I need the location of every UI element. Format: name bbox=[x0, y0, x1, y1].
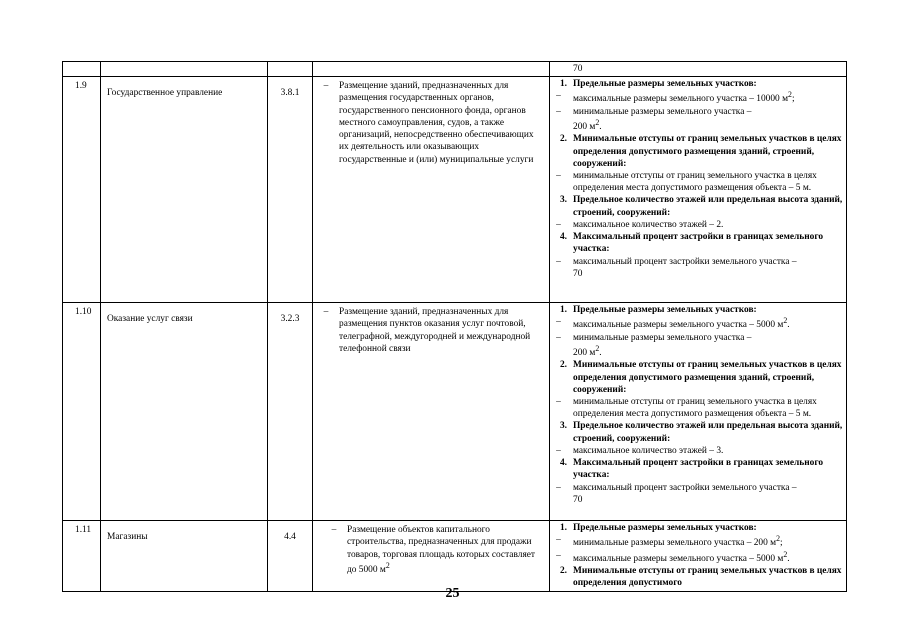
use-description bbox=[313, 77, 550, 303]
use-type-name: Оказание услуг связи bbox=[101, 303, 268, 521]
param-bullet: – максимальные размеры земельного участка – 5000 $м^2$. bbox=[556, 549, 790, 564]
description-item bbox=[313, 306, 541, 355]
parameters-cell bbox=[550, 77, 847, 303]
cell-empty bbox=[313, 62, 550, 77]
param-heading: 2. Минимальные отступы от границ земельных участков в целях определения допустимого размещения зданий, строений, сооружений: bbox=[559, 134, 842, 169]
use-type-name: Государственное управление bbox=[101, 77, 268, 303]
description-item bbox=[313, 524, 541, 576]
param-heading: 1. Предельные размеры земельных участков: bbox=[559, 305, 757, 316]
page-number: 25 bbox=[445, 586, 460, 601]
table-row bbox=[63, 521, 847, 591]
param-bullet: – максимальные размеры земельного участка – 10000 $м^2$; bbox=[556, 90, 795, 105]
cell-empty bbox=[268, 62, 313, 77]
dash-marker: – bbox=[323, 81, 329, 92]
use-code: 3.8.1 bbox=[268, 77, 313, 303]
regulations-table bbox=[62, 61, 847, 592]
param-continuation: 70 bbox=[573, 494, 583, 505]
param-bullet: – максимальное количество этажей – 3. bbox=[556, 445, 724, 456]
param-heading: 3. Предельное количество этажей или предельная высота зданий, строений, сооружений: bbox=[559, 421, 843, 444]
param-heading: 4. Максимальный процент застройки в границах земельного участка: bbox=[559, 458, 824, 481]
use-code: 3.2.3 bbox=[268, 303, 313, 521]
param-heading: 4. Максимальный процент застройки в границах земельного участка: bbox=[559, 232, 824, 255]
row-number: 1.11 bbox=[63, 521, 101, 591]
dash-marker: – bbox=[323, 307, 329, 318]
cell-empty bbox=[63, 62, 101, 77]
param-continuation: 200 $м^2$. bbox=[573, 344, 602, 359]
use-code: 4.4 bbox=[268, 521, 313, 591]
dash-marker: – bbox=[331, 525, 337, 536]
table-row-continuation bbox=[63, 62, 847, 77]
param-continuation: 200 $м^2$. bbox=[573, 118, 602, 133]
description-item bbox=[313, 80, 541, 166]
param-bullet: – минимальные размеры земельного участка – bbox=[556, 106, 752, 117]
param-heading: 3. Предельное количество этажей или предельная высота зданий, строений, сооружений: bbox=[559, 195, 843, 218]
parameters-cell bbox=[550, 303, 847, 521]
param-bullet: – минимальные размеры земельного участка – bbox=[556, 332, 752, 343]
cell-continued-value: 70 bbox=[550, 62, 847, 77]
table-row bbox=[63, 303, 847, 521]
param-heading: 2. Минимальные отступы от границ земельных участков в целях определения допустимого размещения зданий, строений, сооружений: bbox=[559, 360, 842, 395]
cell-empty bbox=[101, 62, 268, 77]
param-bullet: – минимальные отступы от границ земельного участка в целях определения места допустимого размещения объекта – 5 м. bbox=[556, 397, 817, 420]
description-text: Размещение зданий, предназначенных для размещения государственных органов, государственного пенсионного фонда, органов местного самоуправления, судов, а также организаций, непосредственно обеспечивающих их деятельность или оказывающих государственные и (или) муниципальные услуги bbox=[339, 81, 534, 165]
param-bullet: – максимальные размеры земельного участка – 5000 $м^2$. bbox=[556, 316, 790, 331]
use-description bbox=[313, 521, 550, 591]
table-row bbox=[63, 77, 847, 303]
param-heading: 2. Минимальные отступы от границ земельных участков в целях определения допустимого bbox=[559, 566, 842, 589]
param-bullet: – максимальное количество этажей – 2. bbox=[556, 219, 724, 230]
param-bullet: – максимальный процент застройки земельного участка – bbox=[556, 256, 797, 267]
param-bullet: – максимальный процент застройки земельного участка – bbox=[556, 482, 797, 493]
description-text: Размещение объектов капитального строительства, предназначенных для продажи товаров, торговая площадь которых составляет до 5000 $м^2$ bbox=[347, 525, 536, 575]
param-heading: 1. Предельные размеры земельных участков: bbox=[559, 523, 757, 534]
param-continuation: 70 bbox=[573, 268, 583, 279]
description-text: Размещение зданий, предназначенных для размещения пунктов оказания услуг почтовой, телеграфной, междугородней и международной телефонной связи bbox=[339, 307, 531, 354]
use-type-name: Магазины bbox=[101, 521, 268, 591]
row-number: 1.9 bbox=[63, 77, 101, 303]
use-description bbox=[313, 303, 550, 521]
param-bullet: – минимальные отступы от границ земельного участка в целях определения места допустимого размещения объекта – 5 м. bbox=[556, 171, 817, 194]
row-number: 1.10 bbox=[63, 303, 101, 521]
param-heading: 1. Предельные размеры земельных участков: bbox=[559, 79, 757, 90]
param-bullet: – минимальные размеры земельного участка – 200 $м^2$; bbox=[556, 534, 783, 549]
parameters-cell bbox=[550, 521, 847, 591]
